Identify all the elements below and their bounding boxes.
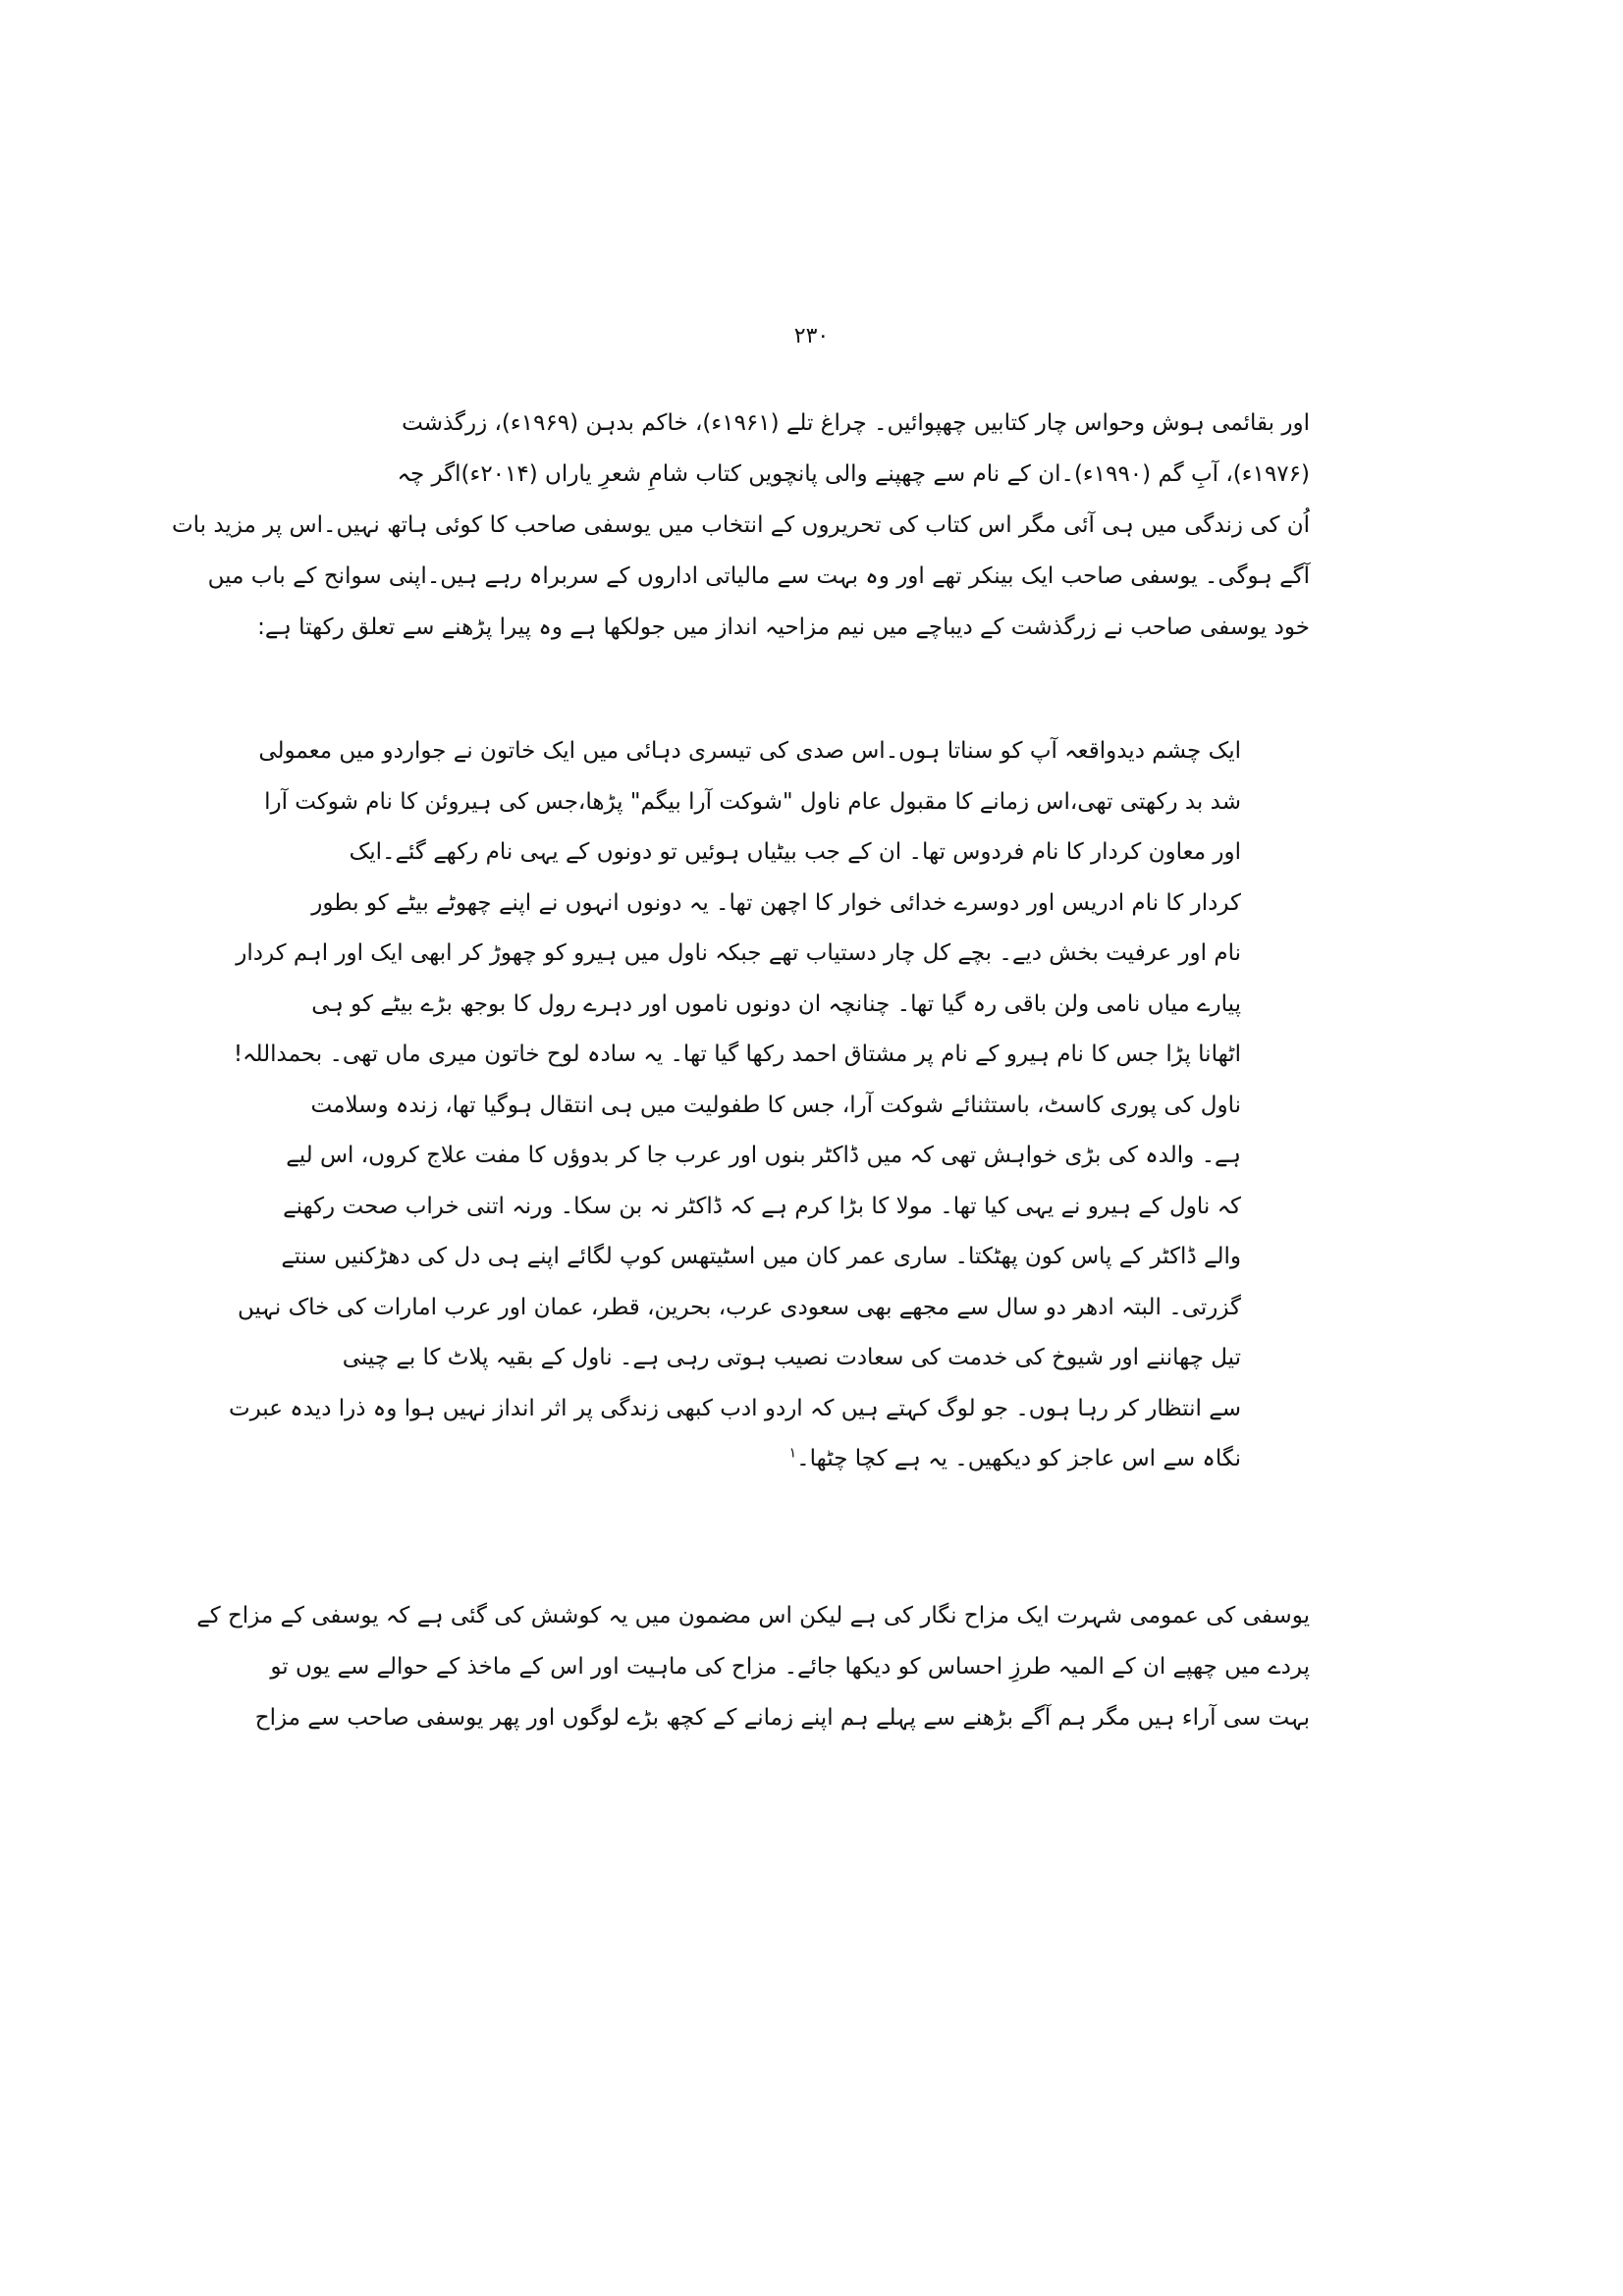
- text-line: بہت سی آراء ہیں مگر ہم آگے بڑھنے سے پہلے ہم اپنے زمانے کے کچھ بڑے لوگوں اور پھر یوسفی صاحب سے مزاح: [254, 1705, 1310, 1731]
- text-line: (۱۹۷۶ء)، آبِ گم (۱۹۹۰ء)۔ان کے نام سے چھپنے والی پانچویں کتاب شامِ شعرِ یاراں (۲۰۱۴ء)اگر چہ: [397, 461, 1310, 487]
- quote-line: سے انتظار کر رہا ہوں۔ جو لوگ کہتے ہیں کہ اردو ادب کبھی زندگی پر اثر انداز نہیں ہوا وہ ذرا دیدہ عبرت: [228, 1395, 1241, 1421]
- text-line: اُن کی زندگی میں ہی آئی مگر اس کتاب کی تحریروں کے انتخاب میں یوسفی صاحب کا کوئی ہاتھ نہیں۔اس پر مزید بات: [171, 512, 1310, 538]
- quote-line-last: [379, 1434, 1241, 1485]
- quote-line: شد بد رکھتی تھی،اس زمانے کا مقبول عام ناول "شوکت آرا بیگم" پڑھا،جس کی ہیروئن کا نام شوکت آرا: [264, 788, 1241, 815]
- text-line: آگے ہوگی۔ یوسفی صاحب ایک بینکر تھے اور وہ بہت سے مالیاتی اداروں کے سربراہ رہے ہیں۔اپنی سوانح کے باب میں: [207, 563, 1310, 589]
- page-number: ۲۳۰: [793, 324, 830, 348]
- quote-line: نام اور عرفیت بخش دیے۔ بچے کل چار دستیاب تھے جبکہ ناول میں ہیرو کو چھوڑ کر ابھی ایک اور اہم کردار: [236, 940, 1241, 966]
- paragraph-intro: [171, 398, 1310, 653]
- quote-line: پیارے میاں نامی ولن باقی رہ گیا تھا۔ چنانچہ ان دونوں ناموں اور دہرے رول کا بوجھ بڑے بیٹے کو ہی: [311, 990, 1241, 1017]
- block-quote: [228, 726, 1241, 1485]
- quote-line: ایک چشم دیدواقعہ آپ کو سناتا ہوں۔اس صدی کی تیسری دہائی میں ایک خاتون نے جواردو میں معمولی: [258, 738, 1241, 764]
- quote-line: تیل چھاننے اور شیوخ کی خدمت کی سعادت نصیب ہوتی رہی ہے۔ ناول کے بقیہ پلاٹ کا بے چینی: [342, 1345, 1241, 1370]
- text-line: اور بقائمی ہوش وحواس چار کتابیں چھپوائیں۔ چراغ تلے (۱۹۶۱ء)، خاکم بدہن (۱۹۶۹ء)، زرگذشت: [402, 410, 1310, 436]
- quote-line: ناول کی پوری کاسٹ، باستثنائے شوکت آرا، جس کا طفولیت میں ہی انتقال ہوگیا تھا، زندہ وسلامت: [310, 1092, 1241, 1118]
- quote-line: اور معاون کردار کا نام فردوس تھا۔ ان کے جب بیٹیاں ہوئیں تو دونوں کے یہی نام رکھے گئے۔ایک: [349, 839, 1241, 865]
- paragraph-body: [196, 1590, 1310, 1743]
- quote-line: اٹھانا پڑا جس کا نام ہیرو کے نام پر مشتاق احمد رکھا گیا تھا۔ یہ سادہ لوح خاتون میری ماں تھی۔ بحمداللہ!: [233, 1041, 1241, 1067]
- text-line: یوسفی کی عمومی شہرت ایک مزاح نگار کی ہے لیکن اس مضمون میں یہ کوشش کی گئی ہے کہ یوسفی کے مزاح کے: [196, 1603, 1310, 1629]
- text-line: خود یوسفی صاحب نے زرگذشت کے دیباچے میں نیم مزاحیہ انداز میں جولکھا ہے وہ پیرا پڑھنے سے تعلق رکھتا ہے:: [257, 614, 1310, 640]
- quote-line: کردار کا نام ادریس اور دوسرے خدائی خوار کا اچھن تھا۔ یہ دونوں انہوں نے اپنے چھوٹے بیٹے کو بطور: [311, 889, 1241, 916]
- quote-line-text: نگاہ سے اس عاجز کو دیکھیں۔ یہ ہے کچا چٹھا۔: [796, 1446, 1241, 1471]
- quote-line: ہے۔ والدہ کی بڑی خواہش تھی کہ میں ڈاکٹر بنوں اور عرب جا کر بدوؤں کا مفت علاج کروں، اس لیے: [286, 1143, 1241, 1168]
- quote-line: گزرتی۔ البتہ ادھر دو سال سے مجھے بھی سعودی عرب، بحرین، قطر، عمان اور عرب امارات کی خاک نہیں: [237, 1294, 1241, 1320]
- footnote-marker: ۱: [788, 1445, 797, 1462]
- quote-line: کہ ناول کے ہیرو نے یہی کیا تھا۔ مولا کا بڑا کرم ہے کہ ڈاکٹر نہ بن سکا۔ ورنہ اتنی خراب صحت رکھنے: [283, 1193, 1241, 1219]
- text-line: پردے میں چھپے ان کے المیہ طرزِ احساس کو دیکھا جائے۔ مزاح کی ماہیت اور اس کے ماخذ کے حوالے سے یوں تو: [270, 1654, 1310, 1680]
- quote-line: والے ڈاکٹر کے پاس کون پھٹکتا۔ ساری عمر کان میں اسٹیتھس کوپ لگائے اپنے ہی دل کی دھڑکنیں سنتے: [281, 1244, 1241, 1269]
